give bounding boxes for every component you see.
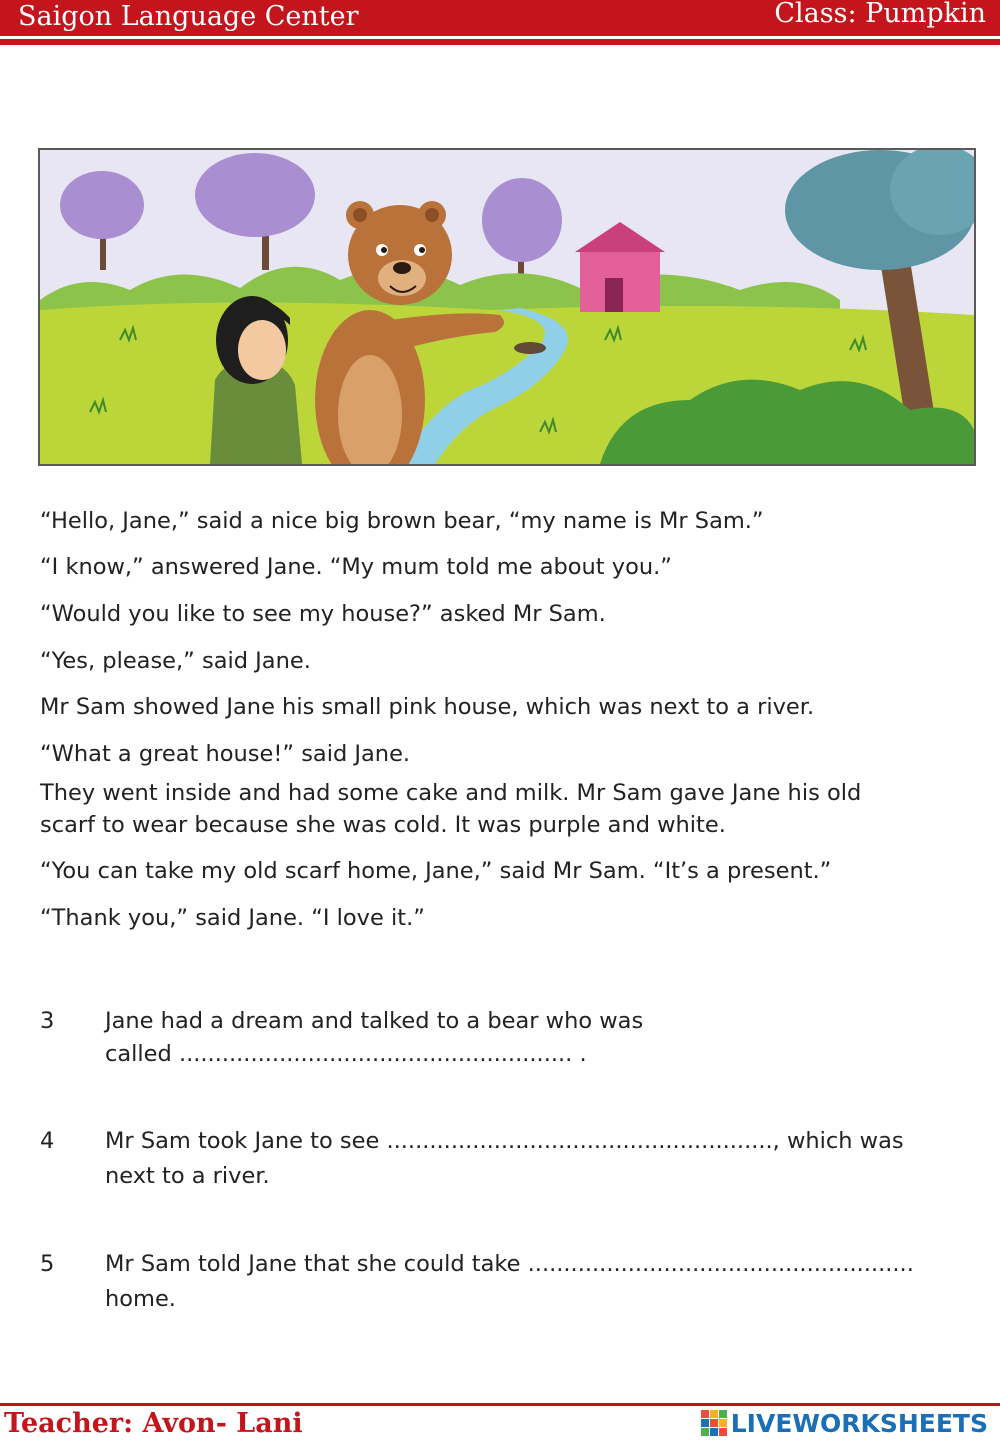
bear-and-girl-illustration	[40, 150, 974, 464]
story-line: “I know,” answered Jane. “My mum told me about you.”	[40, 554, 672, 580]
story-line: “You can take my old scarf home, Jane,” said Mr Sam. “It’s a present.”	[40, 858, 832, 884]
liveworksheets-logo-icon	[701, 1410, 727, 1436]
story-line: “What a great house!” said Jane.	[40, 741, 411, 767]
story-line: “Hello, Jane,” said a nice big brown bear, “my name is Mr Sam.”	[40, 508, 764, 534]
teacher-name: Teacher: Avon- Lani	[4, 1408, 303, 1439]
question-text: Jane had a dream and talked to a bear who was	[105, 1008, 644, 1034]
question-number: 4	[40, 1128, 55, 1154]
story-line: They went inside and had some cake and milk. Mr Sam gave Jane his old	[40, 780, 862, 806]
story-line: “Would you like to see my house?” asked Mr Sam.	[40, 601, 606, 627]
story-line: scarf to wear because she was cold. It was purple and white.	[40, 812, 726, 838]
question-text: next to a river.	[105, 1163, 270, 1189]
question-text: home.	[105, 1286, 176, 1312]
story-line: Mr Sam showed Jane his small pink house, which was next to a river.	[40, 694, 815, 720]
girl-jane	[210, 296, 302, 464]
question-answer-blank[interactable]: called ....................................................... .	[105, 1041, 587, 1067]
story-illustration	[38, 148, 976, 466]
brand-name: LIVEWORKSHEETS	[730, 1408, 988, 1438]
question-number: 3	[40, 1008, 55, 1034]
story-line: “Thank you,” said Jane. “I love it.”	[40, 905, 425, 931]
header-bar	[0, 0, 1000, 36]
footer-rule	[0, 1403, 1000, 1406]
class-name: Class: Pumpkin	[774, 0, 986, 29]
story-line: “Yes, please,” said Jane.	[40, 648, 311, 674]
liveworksheets-logo[interactable]	[701, 1409, 988, 1437]
question-answer-blank[interactable]: Mr Sam took Jane to see ......................................................, which was	[105, 1128, 904, 1154]
question-answer-blank[interactable]: Mr Sam told Jane that she could take ......................................................	[105, 1251, 914, 1277]
header-rule	[0, 39, 1000, 45]
question-number: 5	[40, 1251, 55, 1277]
school-name: Saigon Language Center	[18, 1, 359, 32]
